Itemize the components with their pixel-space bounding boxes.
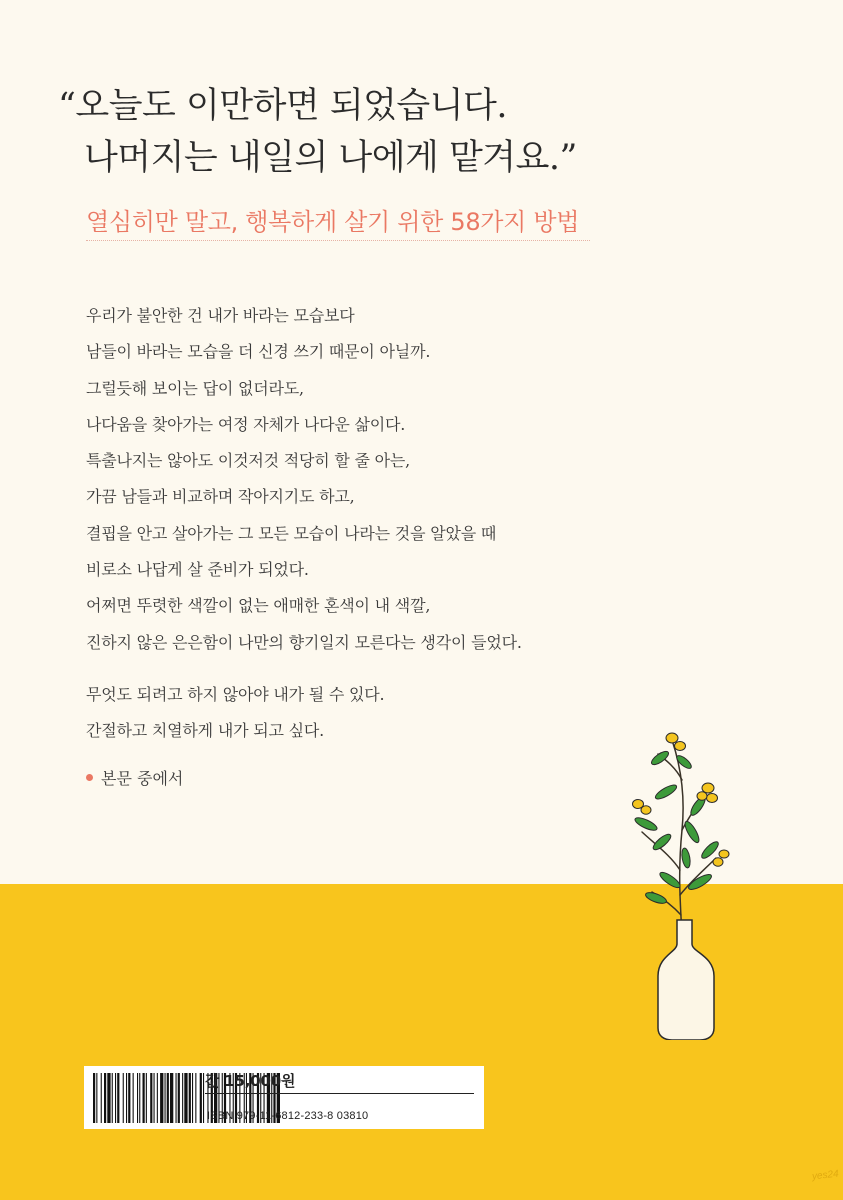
isbn-number: ISBN 979-11-6812-233-8 03810 bbox=[207, 1110, 369, 1122]
excerpt-line: 무엇도 되려고 하지 않아야 내가 될 수 있다. bbox=[86, 684, 385, 704]
leaf bbox=[650, 749, 671, 767]
barcode-bar bbox=[128, 1073, 130, 1123]
barcode-bar bbox=[176, 1073, 177, 1123]
leaf bbox=[644, 890, 667, 905]
leaf bbox=[654, 783, 679, 802]
barcode-bar bbox=[96, 1073, 97, 1123]
quote-line-2: 나머지는 내일의 나에게 맡겨요.” bbox=[84, 138, 577, 178]
lemon bbox=[675, 742, 686, 751]
excerpt-line: 가끔 남들과 비교하며 작아지기도 하고, bbox=[86, 487, 355, 507]
bullet-dot bbox=[86, 774, 93, 781]
source-label: 본문 중에서 bbox=[101, 769, 184, 788]
barcode-bar bbox=[133, 1073, 134, 1123]
quote-line-1: “오늘도 이만하면 되었습니다. bbox=[58, 86, 507, 126]
lemon bbox=[702, 783, 714, 793]
excerpt-line: 어쩌면 뚜렷한 색깔이 없는 애매한 혼색이 내 색깔, bbox=[86, 596, 431, 616]
lemon bbox=[641, 806, 651, 814]
barcode-bar bbox=[189, 1073, 191, 1123]
barcode-bar bbox=[137, 1073, 138, 1123]
leaf bbox=[683, 820, 702, 845]
barcode-bar bbox=[200, 1073, 202, 1123]
lemon bbox=[697, 792, 707, 800]
barcode-bar bbox=[104, 1073, 106, 1123]
headline-quote bbox=[58, 80, 577, 184]
barcode-bar bbox=[182, 1073, 183, 1123]
excerpt-line: 우리가 불안한 건 내가 바라는 모습보다 bbox=[86, 306, 355, 325]
leaf bbox=[658, 870, 682, 890]
lemon bbox=[719, 850, 729, 858]
source-note bbox=[86, 766, 183, 789]
barcode-bar bbox=[167, 1073, 169, 1123]
excerpt-line: 결핍을 안고 살아가는 그 모든 모습이 나라는 것을 알았을 때 bbox=[86, 523, 497, 543]
barcode-bar bbox=[139, 1073, 140, 1123]
price-divider bbox=[205, 1093, 474, 1094]
lemon bbox=[713, 858, 723, 866]
dotted-divider bbox=[86, 240, 590, 241]
price-label: 값 15,000원 bbox=[205, 1072, 296, 1090]
excerpt-line: 나다움을 찾아가는 여정 자체가 나다운 삶이다. bbox=[86, 414, 406, 434]
paragraph-gap bbox=[86, 661, 522, 677]
barcode-bar bbox=[115, 1073, 116, 1123]
excerpt-text bbox=[86, 298, 522, 750]
leaf bbox=[633, 815, 658, 832]
barcode-bar bbox=[101, 1073, 102, 1123]
excerpt-line: 비로소 나답게 살 준비가 되었다. bbox=[86, 560, 309, 580]
barcode-bar bbox=[126, 1073, 127, 1123]
barcode-bar bbox=[154, 1073, 155, 1123]
barcode-bar bbox=[146, 1073, 147, 1123]
lemon bbox=[666, 733, 678, 743]
plant-in-vase-illustration bbox=[600, 720, 740, 1040]
barcode-bar bbox=[170, 1073, 173, 1123]
excerpt-line: 진하지 않은 은은함이 나만의 향기일지 모른다는 생각이 들었다. bbox=[86, 632, 522, 652]
barcode-bar bbox=[184, 1073, 187, 1123]
barcode-bar bbox=[117, 1073, 119, 1123]
vase bbox=[658, 920, 714, 1040]
excerpt-line: 간절하고 치열하게 내가 되고 싶다. bbox=[86, 721, 325, 741]
lemon bbox=[707, 794, 718, 803]
barcode-bar bbox=[157, 1073, 158, 1123]
barcode-bar bbox=[143, 1073, 145, 1123]
barcode-bar bbox=[93, 1073, 95, 1123]
excerpt-line: 그럴듯해 보이는 답이 없더라도, bbox=[86, 378, 304, 398]
barcode-bar bbox=[160, 1073, 163, 1123]
barcode-bar bbox=[192, 1073, 193, 1123]
excerpt-line: 남들이 바라는 모습을 더 신경 쓰기 때문이 아닐까. bbox=[86, 342, 431, 362]
watermark: yes24 bbox=[811, 1168, 840, 1183]
barcode-bar bbox=[112, 1073, 113, 1123]
barcode-bar bbox=[203, 1073, 204, 1123]
subtitle: 열심히만 말고, 행복하게 살기 위한 58가지 방법 bbox=[86, 208, 580, 236]
barcode-bar bbox=[107, 1073, 110, 1123]
barcode-bar bbox=[123, 1073, 124, 1123]
barcode-bar bbox=[165, 1073, 166, 1123]
leaf bbox=[681, 847, 692, 868]
excerpt-line: 특출나지는 않아도 이것저것 적당히 할 줄 아는, bbox=[86, 451, 411, 471]
barcode-bar bbox=[178, 1073, 180, 1123]
plant-stems bbox=[642, 740, 716, 935]
barcode-bar bbox=[150, 1073, 152, 1123]
barcode-bar bbox=[195, 1073, 196, 1123]
